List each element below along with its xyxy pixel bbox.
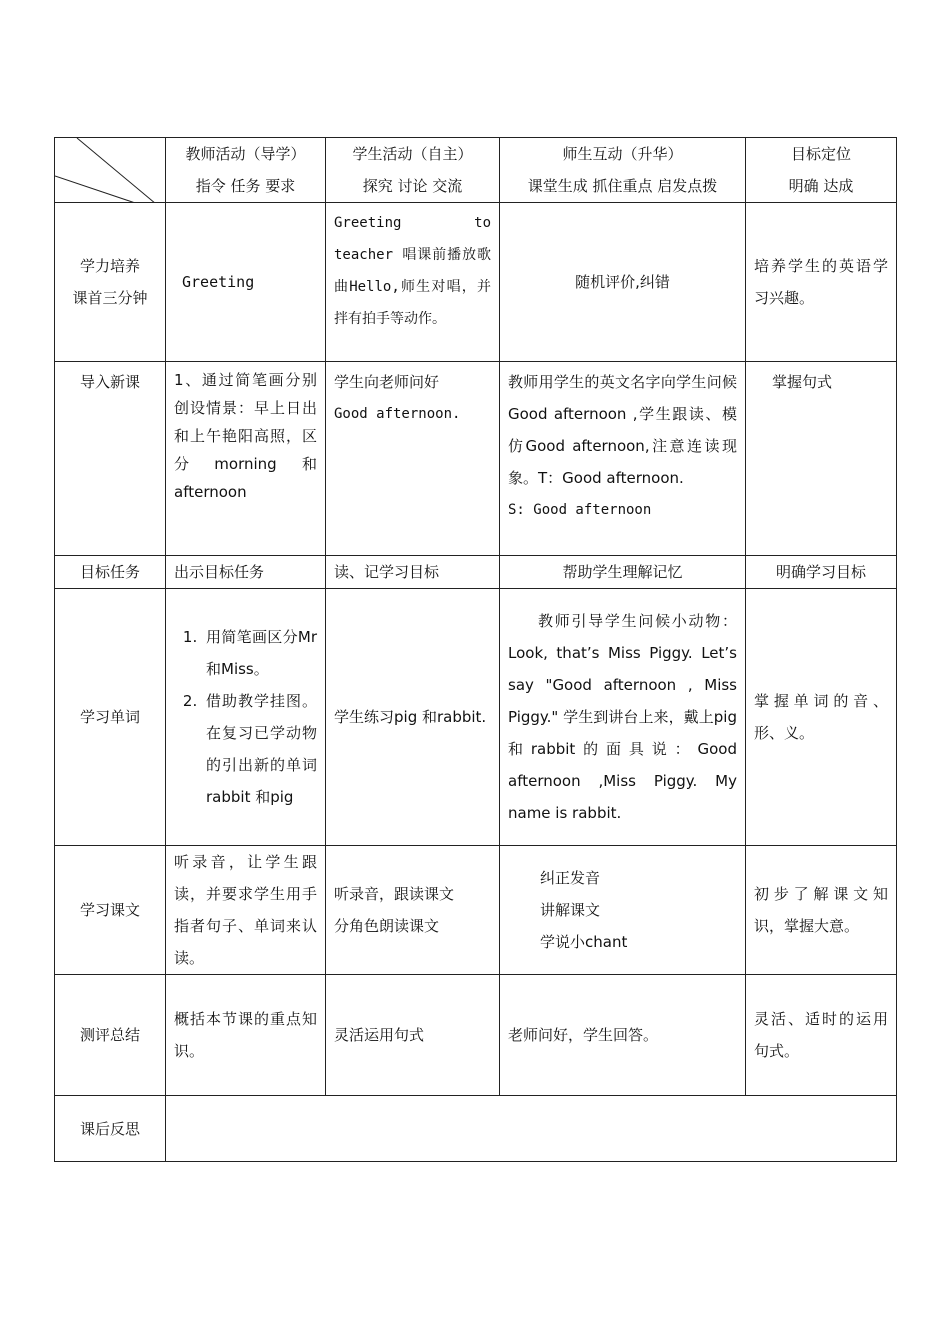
student-activity-line: Good afternoon. <box>334 406 461 422</box>
row-label: 测评总结 <box>55 975 166 1096</box>
teacher-activity: 1、通过简笔画分别创设情景：早上日出和上午艳阳高照，区分morning和 afternoon <box>166 362 326 556</box>
table-row <box>55 1096 897 1162</box>
table-row <box>55 556 897 589</box>
teacher-activity: Greeting <box>166 203 326 362</box>
table-row <box>55 362 897 556</box>
diagonal-corner-cell <box>55 138 166 203</box>
header-teacher <box>166 138 326 203</box>
interaction: 随机评价,纠错 <box>500 203 746 362</box>
table-row <box>55 975 897 1096</box>
table-row <box>55 203 897 362</box>
row-label: 学习课文 <box>55 846 166 975</box>
teacher-activity: 听录音，让学生跟读，并要求学生用手指者句子、单词来认读。 <box>166 846 326 975</box>
interaction <box>500 846 746 975</box>
interaction: 老师问好，学生回答。 <box>500 975 746 1096</box>
lesson-plan-table <box>54 137 897 1162</box>
student-activity: 灵活运用句式 <box>326 975 500 1096</box>
header-student <box>326 138 500 203</box>
goal: 灵活、适时的运用句式。 <box>746 975 897 1096</box>
row-label: 学习单词 <box>55 589 166 846</box>
diagonal-lines <box>55 138 166 203</box>
teacher-activity: 出示目标任务 <box>166 556 326 589</box>
table-row <box>55 846 897 975</box>
goal: 培养学生的英语学习兴趣。 <box>746 203 897 362</box>
teacher-activity <box>166 589 326 846</box>
header-interact-line1: 师生互动（升华） <box>562 145 683 163</box>
row-label: 目标任务 <box>55 556 166 589</box>
list-item: 2. 借助教学挂图。在复习已学动物的引出新的单词rabbit 和pig <box>202 685 317 813</box>
teacher-steps-list <box>174 621 317 813</box>
header-teacher-line1: 教师活动（导学） <box>185 145 306 163</box>
student-activity <box>326 846 500 975</box>
reflection-content <box>166 1096 897 1162</box>
goal: 明确学习目标 <box>746 556 897 589</box>
header-student-line2: 探究 讨论 交流 <box>362 177 463 195</box>
header-goal-line1: 目标定位 <box>790 145 851 163</box>
list-item: 1. 用简笔画区分Mr和Miss。 <box>202 621 317 685</box>
interaction <box>500 362 746 556</box>
header-teacher-line2: 指令 任务 要求 <box>195 177 296 195</box>
row-label-line: 学力培养 <box>79 257 140 275</box>
student-activity: 读、记学习目标 <box>326 556 500 589</box>
interaction-line: 讲解课文 <box>540 901 601 919</box>
interaction-line: 纠正发音 <box>540 869 601 887</box>
row-label-line: 课首三分钟 <box>72 289 148 307</box>
row-label: 课后反思 <box>55 1096 166 1162</box>
header-goal <box>746 138 897 203</box>
student-activity <box>326 362 500 556</box>
student-activity-line: 听录音，跟读课文 <box>334 885 455 903</box>
goal: 掌握句式 <box>746 362 897 556</box>
interaction-line: S: Good afternoon <box>508 502 652 518</box>
student-activity-line: 分角色朗读课文 <box>334 917 440 935</box>
header-interact-line2: 课堂生成 抓住重点 启发点拨 <box>527 177 718 195</box>
interaction: 教师引导学生问候小动物：Look, that’s Miss Piggy. Let’s say "Good afternoon , Miss Piggy." 学生到讲台上来，戴上pig和rabbit的面具说：Good afternoon ,Miss Piggy. My name is rabbit. <box>500 589 746 846</box>
header-student-line1: 学生活动（自主） <box>352 145 473 163</box>
header-row <box>55 138 897 203</box>
teacher-activity: 概括本节课的重点知识。 <box>166 975 326 1096</box>
table-row <box>55 589 897 846</box>
interaction-line: 学说小chant <box>540 933 628 951</box>
student-activity: 学生练习pig 和rabbit. <box>326 589 500 846</box>
interaction-line: 教师用学生的英文名字向学生问候Good afternoon ,学生跟读、模仿Good afternoon,注意连读现象。T：Good afternoon. <box>508 373 737 487</box>
header-goal-line2: 明确 达成 <box>788 177 854 195</box>
student-activity-line: 学生向老师问好 <box>334 373 440 391</box>
student-activity: Greeting to teacher 唱课前播放歌曲Hello,师生对唱，并拌有拍手等动作。 <box>326 203 500 362</box>
goal: 掌握单词的音、形、义。 <box>746 589 897 846</box>
goal: 初步了解课文知识，掌握大意。 <box>746 846 897 975</box>
header-interact <box>500 138 746 203</box>
row-label: 导入新课 <box>55 362 166 556</box>
row-label <box>55 203 166 362</box>
interaction: 帮助学生理解记忆 <box>500 556 746 589</box>
